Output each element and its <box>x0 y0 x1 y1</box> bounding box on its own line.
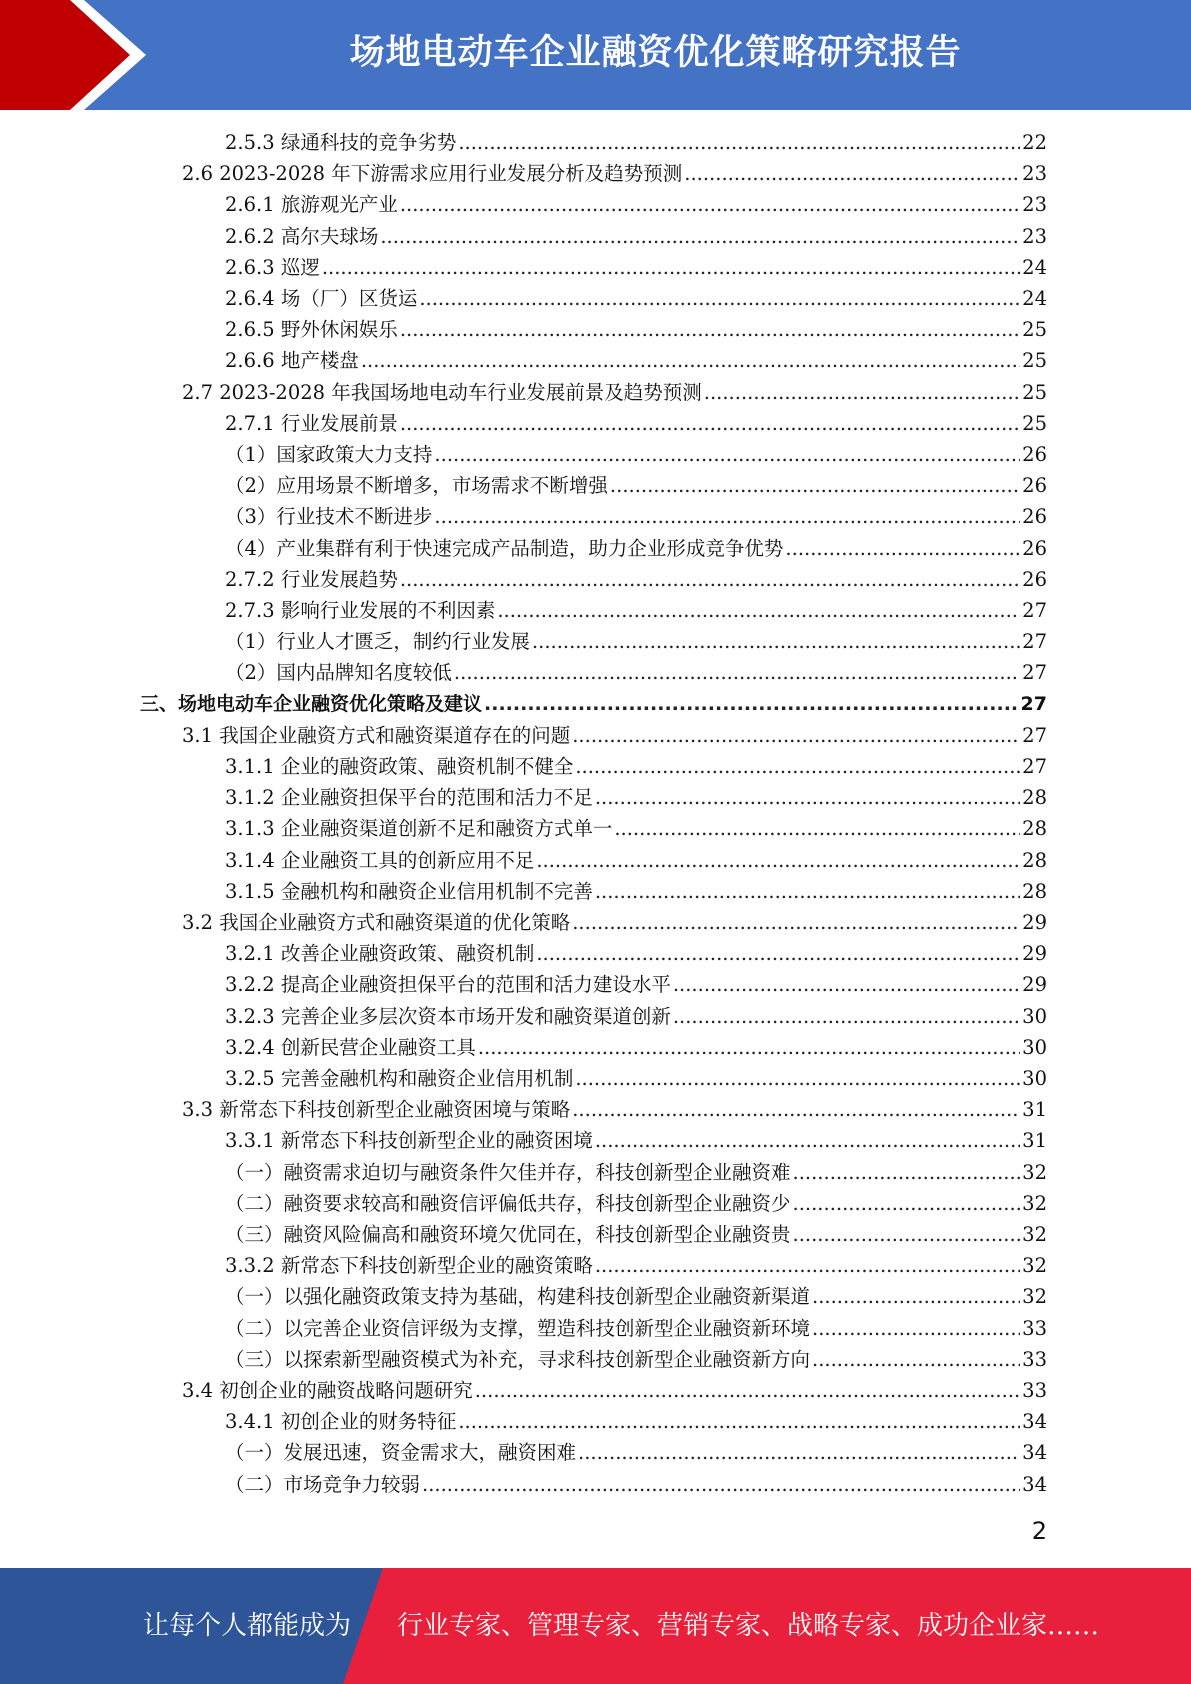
toc-dot-leader <box>322 252 1020 283</box>
toc-entry[interactable] <box>182 720 1047 751</box>
toc-entry-page: 30 <box>1022 1067 1047 1090</box>
toc-dot-leader <box>812 1281 1020 1312</box>
toc-entry[interactable] <box>182 907 1047 938</box>
toc-entry-page: 32 <box>1022 1160 1047 1184</box>
toc-entry-page: 34 <box>1022 1441 1047 1465</box>
toc-entry[interactable] <box>225 876 1047 907</box>
toc-dot-leader <box>793 1157 1021 1188</box>
toc-entry-page: 33 <box>1022 1316 1047 1340</box>
toc-entry-page: 26 <box>1022 443 1047 466</box>
toc-entry-page: 25 <box>1022 349 1047 373</box>
toc-entry-title: （4）产业集群有利于快速完成产品制造，助力企业形成竞争优势 <box>225 536 784 560</box>
toc-entry-title: （2）应用场景不断增多，市场需求不断增强 <box>225 474 608 498</box>
toc-entry-title: （三）以探索新型融资模式为补充，寻求科技创新型企业融资新方向 <box>225 1347 811 1371</box>
toc-entry-page: 30 <box>1022 1004 1047 1028</box>
toc-entry-title: 2.6.3 巡逻 <box>225 255 320 279</box>
toc-entry[interactable] <box>225 1437 1047 1468</box>
toc-entry[interactable] <box>225 1001 1047 1032</box>
toc-dot-leader <box>595 1125 1020 1156</box>
toc-dot-leader <box>434 501 1020 532</box>
toc-entry-title: （1）行业人才匮乏，制约行业发展 <box>225 630 530 654</box>
toc-entry[interactable] <box>225 845 1047 876</box>
toc-dot-leader <box>595 876 1020 907</box>
toc-entry[interactable] <box>225 501 1047 532</box>
toc-entry[interactable] <box>225 1032 1047 1063</box>
toc-dot-leader <box>704 377 1020 408</box>
toc-entry-title: （2）国内品牌知名度较低 <box>225 661 452 685</box>
toc-entry-page: 32 <box>1022 1254 1047 1278</box>
toc-dot-leader <box>595 1250 1020 1281</box>
toc-entry-title: 3.4.1 初创企业的财务特征 <box>225 1410 457 1434</box>
toc-entry-page: 23 <box>1022 162 1047 186</box>
toc-dot-leader <box>478 1032 1020 1063</box>
toc-dot-leader <box>572 1094 1020 1125</box>
toc-entry-title: 2.5.3 绿通科技的竞争劣势 <box>225 131 457 154</box>
toc-entry-title: 3.4 初创企业的融资战略问题研究 <box>182 1379 473 1402</box>
toc-entry[interactable] <box>225 1344 1047 1375</box>
page-header <box>0 0 1191 110</box>
toc-entry-title: 2.6.5 野外休闲娱乐 <box>225 318 398 342</box>
toc-entry[interactable] <box>225 1313 1047 1344</box>
toc-dot-leader <box>400 408 1020 439</box>
toc-entry[interactable] <box>225 751 1047 782</box>
toc-entry-title: 2.6 2023-2028 年下游需求应用行业发展分析及趋势预测 <box>182 162 683 186</box>
toc-dot-leader <box>536 938 1020 969</box>
toc-dot-leader <box>400 314 1020 345</box>
toc-entry[interactable] <box>182 158 1047 189</box>
toc-dot-leader <box>380 221 1020 252</box>
toc-entry-title: （三）融资风险偏高和融资环境欠优同在，科技创新型企业融资贵 <box>225 1223 791 1246</box>
toc-entry[interactable] <box>225 1469 1047 1500</box>
toc-entry-title: 3.2 我国企业融资方式和融资渠道的优化策略 <box>182 911 571 934</box>
toc-dot-leader <box>458 1406 1020 1437</box>
toc-entry-page: 32 <box>1022 1223 1047 1246</box>
toc-entry-page: 26 <box>1022 567 1047 591</box>
toc-entry-title: （二）以完善企业资信评级为支撑，塑造科技创新型企业融资新环境 <box>225 1316 811 1340</box>
toc-entry-title: 2.7 2023-2028 年我国场地电动车行业发展前景及趋势预测 <box>182 380 702 404</box>
toc-dot-leader <box>532 626 1020 657</box>
toc-entry[interactable] <box>225 470 1047 501</box>
toc-entry-page: 27 <box>1022 755 1047 778</box>
toc-dot-leader <box>812 1344 1020 1375</box>
footer-slogan-left: 让每个人都能成为 <box>143 1611 352 1641</box>
toc-dot-leader <box>793 1188 1021 1219</box>
toc-dot-leader <box>684 158 1020 189</box>
toc-entry-page: 29 <box>1022 942 1047 966</box>
toc-entry-title: 2.6.1 旅游观光产业 <box>225 193 398 217</box>
toc-dot-leader <box>400 564 1020 595</box>
toc-dot-leader <box>422 1469 1020 1500</box>
toc-dot-leader <box>614 813 1020 844</box>
toc-entry[interactable] <box>225 439 1047 470</box>
toc-entry-title: 2.6.6 地产楼盘 <box>225 349 359 373</box>
toc-entry-title: 3.1.4 企业融资工具的创新应用不足 <box>225 848 535 872</box>
toc-entry[interactable] <box>225 314 1047 345</box>
toc-entry-page: 31 <box>1022 1098 1047 1122</box>
toc-dot-leader <box>785 533 1020 564</box>
toc-entry[interactable] <box>225 252 1047 283</box>
toc-entry-page: 24 <box>1022 287 1047 310</box>
toc-entry-title: 2.6.2 高尔夫球场 <box>225 224 379 248</box>
toc-entry-page: 29 <box>1022 973 1047 997</box>
toc-dot-leader <box>400 189 1020 220</box>
toc-entry[interactable] <box>225 283 1047 314</box>
toc-entry-title: 2.7.3 影响行业发展的不利因素 <box>225 599 496 622</box>
toc-entry[interactable] <box>225 1188 1047 1219</box>
toc-entry-page: 27 <box>1022 630 1047 654</box>
toc-entry[interactable] <box>225 408 1047 439</box>
toc-dot-leader <box>812 1313 1020 1344</box>
toc-entry[interactable] <box>225 1063 1047 1094</box>
page-number: 2 <box>1031 1517 1047 1545</box>
toc-entry[interactable] <box>225 127 1047 158</box>
toc-dot-leader <box>673 969 1020 1000</box>
document-title: 场地电动车企业融资优化策略研究报告 <box>349 33 962 73</box>
toc-entry-page: 24 <box>1022 255 1047 279</box>
toc-dot-leader <box>793 1219 1021 1250</box>
toc-entry-title: （二）融资要求较高和融资信评偏低共存，科技创新型企业融资少 <box>225 1191 791 1215</box>
toc-entry-page: 23 <box>1022 193 1047 217</box>
toc-entry[interactable] <box>182 1094 1047 1125</box>
toc-entry[interactable] <box>225 1281 1047 1312</box>
toc-entry[interactable] <box>225 969 1047 1000</box>
toc-dot-leader <box>475 1375 1020 1406</box>
toc-entry-title: （二）市场竞争力较弱 <box>225 1472 421 1496</box>
toc-entry-page: 26 <box>1022 536 1047 560</box>
toc-entry-title: 2.7.1 行业发展前景 <box>225 411 398 435</box>
toc-entry-page: 33 <box>1022 1379 1047 1402</box>
toc-entry-title: （一）发展迅速，资金需求大，融资困难 <box>225 1441 577 1465</box>
toc-entry-page: 26 <box>1022 505 1047 529</box>
toc-entry[interactable] <box>225 1157 1047 1188</box>
toc-entry-page: 27 <box>1020 692 1047 715</box>
toc-entry-page: 23 <box>1022 224 1047 248</box>
page-footer <box>0 1568 1191 1684</box>
toc-entry-title: 3.3 新常态下科技创新型企业融资困境与策略 <box>182 1098 571 1122</box>
toc-entry[interactable] <box>225 1250 1047 1281</box>
toc-entry[interactable] <box>225 1219 1047 1250</box>
toc-entry-page: 32 <box>1022 1285 1047 1309</box>
toc-entry-title: 3.1.2 企业融资担保平台的范围和活力不足 <box>225 786 593 810</box>
toc-entry[interactable] <box>140 689 1047 720</box>
toc-dot-leader <box>434 439 1020 470</box>
toc-entry-page: 28 <box>1022 786 1047 810</box>
toc-entry-title: 2.6.4 场（厂）区货运 <box>225 287 418 310</box>
toc-dot-leader <box>536 845 1020 876</box>
toc-entry[interactable] <box>225 345 1047 376</box>
toc-entry-title: 3.2.2 提高企业融资担保平台的范围和活力建设水平 <box>225 973 671 997</box>
toc-entry-title: 3.2.3 完善企业多层次资本市场开发和融资渠道创新 <box>225 1004 671 1028</box>
toc-entry-page: 28 <box>1022 848 1047 872</box>
toc-entry[interactable] <box>182 377 1047 408</box>
toc-dot-leader <box>484 689 1019 720</box>
toc-entry-title: 3.2.1 改善企业融资政策、融资机制 <box>225 942 535 966</box>
toc-entry-page: 26 <box>1022 474 1047 498</box>
toc-dot-leader <box>572 907 1020 938</box>
toc-entry-page: 28 <box>1022 817 1047 841</box>
toc-entry-title: 2.7.2 行业发展趋势 <box>225 567 398 591</box>
toc-entry-page: 31 <box>1022 1129 1047 1153</box>
toc-entry[interactable] <box>225 626 1047 657</box>
toc-entry-page: 34 <box>1022 1472 1047 1496</box>
toc-entry-title: 3.1.3 企业融资渠道创新不足和融资方式单一 <box>225 817 613 841</box>
toc-entry-page: 32 <box>1022 1191 1047 1215</box>
toc-entry-page: 27 <box>1022 661 1047 685</box>
toc-entry-title: （一）融资需求迫切与融资条件欠佳并存，科技创新型企业融资难 <box>225 1160 791 1184</box>
toc-entry-page: 25 <box>1022 318 1047 342</box>
toc-entry-title: 3.2.4 创新民营企业融资工具 <box>225 1035 476 1059</box>
toc-entry-title: 3.1.1 企业的融资政策、融资机制不健全 <box>225 755 574 778</box>
toc-entry[interactable] <box>225 1406 1047 1437</box>
toc-entry-page: 33 <box>1022 1347 1047 1371</box>
toc-entry-page: 27 <box>1022 599 1047 622</box>
toc-entry-page: 22 <box>1022 131 1047 154</box>
toc-dot-leader <box>610 470 1020 501</box>
toc-entry[interactable] <box>225 189 1047 220</box>
toc-dot-leader <box>497 595 1020 626</box>
toc-dot-leader <box>454 657 1020 688</box>
toc-entry-title: 3.3.2 新常态下科技创新型企业的融资策略 <box>225 1254 593 1278</box>
footer-slogan-right: 行业专家、管理专家、营销专家、战略专家、成功企业家…… <box>397 1611 1100 1641</box>
toc-dot-leader <box>575 1063 1020 1094</box>
toc-entry[interactable] <box>225 564 1047 595</box>
toc-entry-title: （一）以强化融资政策支持为基础，构建科技创新型企业融资新渠道 <box>225 1285 811 1309</box>
toc-entry[interactable] <box>225 657 1047 688</box>
toc-dot-leader <box>458 127 1020 158</box>
toc-dot-leader <box>578 1437 1020 1468</box>
toc-entry[interactable] <box>182 1375 1047 1406</box>
toc-entry-title: 3.1.5 金融机构和融资企业信用机制不完善 <box>225 879 593 903</box>
toc-entry[interactable] <box>225 1125 1047 1156</box>
toc-dot-leader <box>575 751 1020 782</box>
toc-dot-leader <box>673 1001 1020 1032</box>
toc-entry-title: 3.2.5 完善金融机构和融资企业信用机制 <box>225 1067 574 1090</box>
toc-dot-leader <box>419 283 1020 314</box>
toc-dot-leader <box>572 720 1020 751</box>
toc-dot-leader <box>595 782 1020 813</box>
toc-entry-title: （1）国家政策大力支持 <box>225 443 433 466</box>
toc-entry[interactable] <box>225 221 1047 252</box>
toc-entry-title: （3）行业技术不断进步 <box>225 505 433 529</box>
toc-entry-page: 30 <box>1022 1035 1047 1059</box>
toc-entry-title: 三、场地电动车企业融资优化策略及建议 <box>140 692 483 715</box>
toc-entry[interactable] <box>225 813 1047 844</box>
toc-entry-page: 28 <box>1022 879 1047 903</box>
toc-entry[interactable] <box>225 782 1047 813</box>
toc-entry[interactable] <box>225 595 1047 626</box>
toc-entry-title: 3.1 我国企业融资方式和融资渠道存在的问题 <box>182 723 571 747</box>
toc-entry-page: 29 <box>1022 911 1047 934</box>
toc-entry[interactable] <box>225 938 1047 969</box>
toc-dot-leader <box>361 345 1020 376</box>
toc-entry[interactable] <box>225 533 1047 564</box>
toc-entry-page: 34 <box>1022 1410 1047 1434</box>
toc-entry-title: 3.3.1 新常态下科技创新型企业的融资困境 <box>225 1129 593 1153</box>
toc-entry-page: 27 <box>1022 723 1047 747</box>
toc-entry-page: 25 <box>1022 380 1047 404</box>
toc-entry-page: 25 <box>1022 411 1047 435</box>
